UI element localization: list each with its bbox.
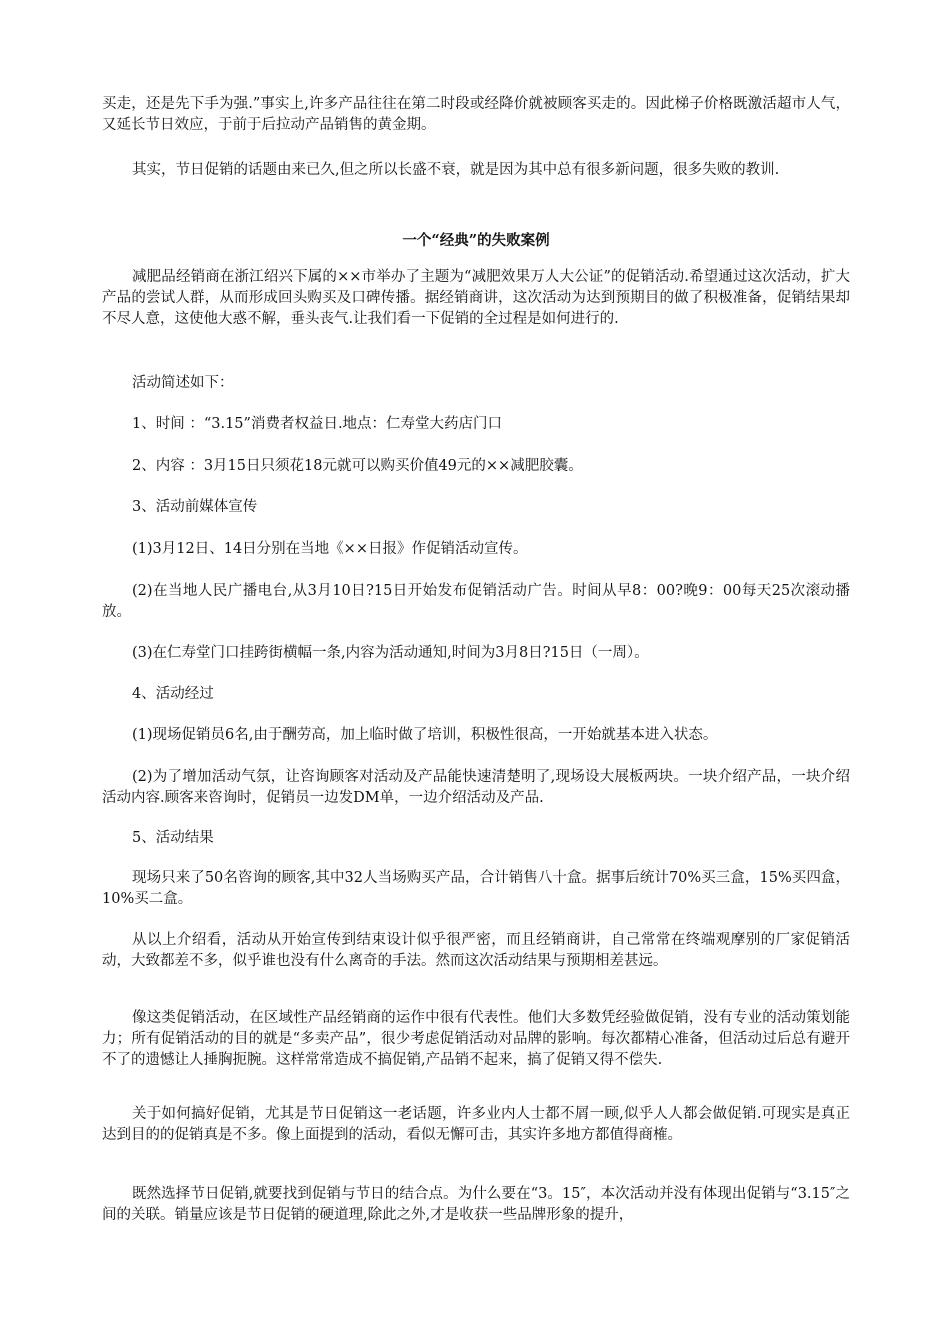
paragraph-18: 关于如何搞好促销，尤其是节日促销这一老话题，许多业内人士都不屑一顾,似乎人人都会做促销.可现实是真正达到目的的促销真是不多。像上面提到的活动，看似无懈可击，其实许多地方都值得商榷。 bbox=[102, 1106, 850, 1143]
paragraph-15: 现场只来了50名咨询的顾客,其中32人当场购买产品，合计销售八十盒。据事后统计70%买三盒，15%买四盒，10%买二盒。 bbox=[102, 870, 850, 907]
paragraph-11: 4、活动经过 bbox=[132, 686, 214, 702]
paragraph-10: (3)在仁寿堂门口挂跨街横幅一条,内容为活动通知,时间为3月8日?15日（一周）。 bbox=[132, 645, 649, 661]
paragraph-16: 从以上介绍看，活动从开始宣传到结束设计似乎很严密，而且经销商讲，自己常常在终端观摩别的厂家促销活动，大致都差不多，似乎谁也没有什么离奇的手法。然而这次活动结果与预期相差甚远。 bbox=[102, 932, 850, 969]
paragraph-19: 既然选择节日促销,就要找到促销与节日的结合点。为什么要在“3。15″，本次活动并没有体现出促销与“3.15″之间的关联。销量应该是节日促销的硬道理,除此之外,才是收获一些品牌形象的提升， bbox=[102, 1186, 850, 1223]
paragraph-9: (2)在当地人民广播电台,从3月10日?15日开始发布促销活动广告。时间从早8：00?晚9：00每天25次滚动播放。 bbox=[102, 583, 850, 620]
paragraph-2: 其实，节日促销的话题由来已久,但之所以长盛不衰，就是因为其中总有很多新问题，很多失败的教训. bbox=[132, 162, 780, 178]
paragraph-13: (2)为了增加活动气氛，让咨询顾客对活动及产品能快速清楚明了,现场设大展板两块。一块介绍产品，一块介绍活动内容.顾客来咨询时，促销员一边发DM单，一边介绍活动及产品. bbox=[102, 769, 850, 806]
paragraph-1: 买走，还是先下手为强.”事实上,许多产品往往在第二时段或经降价就被顾客买走的。因此梯子价格既激活超市人气，又延长节日效应，于前于后拉动产品销售的黄金期。 bbox=[102, 96, 850, 133]
section-title: 一个“经典”的失败案例 bbox=[402, 232, 550, 249]
paragraph-4: 活动简述如下： bbox=[132, 375, 234, 391]
paragraph-3: 减肥品经销商在浙江绍兴下属的××市举办了主题为“减肥效果万人大公证”的促销活动.希望通过这次活动，扩大产品的尝试人群，从而形成回头购买及口碑传播。据经销商讲，这次活动为达到预期目的做了积极准备，促销结果却不尽人意，这使他大惑不解，垂头丧气.让我们看一下促销的全过程是如何进行的. bbox=[102, 269, 850, 327]
paragraph-5: 1、时间 ：“3.15”消费者权益日.地点：仁寿堂大药店门口 bbox=[132, 416, 503, 432]
paragraph-8: (1)3月12日、14日分别在当地《××日报》作促销活动宣传。 bbox=[132, 541, 528, 557]
paragraph-7: 3、活动前媒体宣传 bbox=[132, 499, 258, 515]
paragraph-17: 像这类促销活动，在区域性产品经销商的运作中很有代表性。他们大多数凭经验做促销，没有专业的活动策划能力；所有促销活动的目的就是“多卖产品”，很少考虑促销活动对品牌的影响。每次都精心准备，但活动过后总有避开不了的遗憾让人捶胸扼腕。这样常常造成不搞促销,产品销不起来，搞了促销又得不偿失. bbox=[102, 1010, 850, 1068]
paragraph-6: 2、内容 ：3月15日只须花18元就可以购买价值49元的××减肥胶囊。 bbox=[132, 458, 583, 474]
paragraph-14: 5、活动结果 bbox=[132, 830, 214, 846]
paragraph-12: (1)现场促销员6名,由于酬劳高，加上临时做了培训，积极性很高，一开始就基本进入状态。 bbox=[132, 727, 718, 743]
